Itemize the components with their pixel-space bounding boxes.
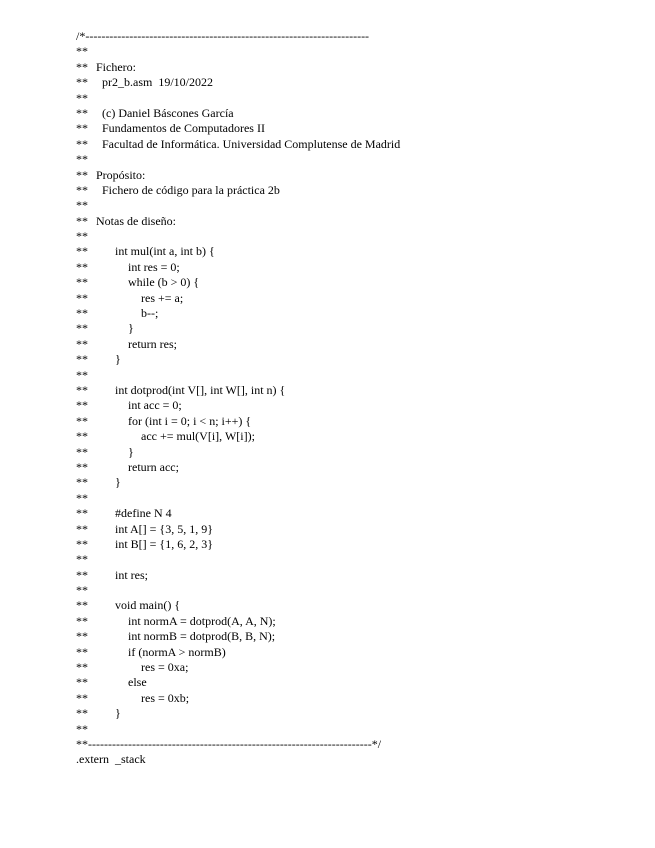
comment-marker: ** <box>76 382 88 397</box>
comment-line <box>76 198 636 213</box>
code-text: acc += mul(V[i], W[i]); <box>141 429 255 444</box>
code-text: void main() { <box>115 598 181 613</box>
comment-marker: ** <box>76 152 88 167</box>
code-text: b--; <box>141 306 159 321</box>
design-notes-label: Notas de diseño: <box>96 213 176 228</box>
code-text: #define N 4 <box>115 506 172 521</box>
code-text: return acc; <box>128 459 179 474</box>
code-text: } <box>128 444 134 459</box>
comment-marker: ** <box>76 613 88 628</box>
comment-marker: ** <box>76 413 88 428</box>
comment-marker: ** <box>76 136 88 151</box>
code-text: else <box>128 675 147 690</box>
comment-line <box>76 491 636 506</box>
code-line <box>76 629 636 644</box>
file-label: Fichero: <box>96 59 136 74</box>
code-line <box>76 291 636 306</box>
comment-line <box>76 121 636 136</box>
code-text: int res; <box>115 567 148 582</box>
comment-marker: ** <box>76 229 88 244</box>
comment-line <box>76 91 636 106</box>
comment-line <box>76 152 636 167</box>
copyright-text: (c) Daniel Báscones García <box>102 105 234 120</box>
comment-marker: ** <box>76 459 88 474</box>
comment-marker: ** <box>76 367 88 382</box>
comment-marker: ** <box>76 429 88 444</box>
comment-marker: ** <box>76 444 88 459</box>
comment-marker: ** <box>76 521 88 536</box>
code-line <box>76 568 636 583</box>
code-line <box>76 429 636 444</box>
code-text: int B[] = {1, 6, 2, 3} <box>115 536 213 551</box>
file-info: pr2_b.asm 19/10/2022 <box>102 75 213 90</box>
comment-marker: ** <box>76 644 88 659</box>
comment-marker: ** <box>76 675 88 690</box>
comment-line <box>76 229 636 244</box>
code-line <box>76 691 636 706</box>
header-rule: /*----------------------------------------------------------------------- <box>76 29 370 43</box>
code-line <box>76 306 636 321</box>
code-text: while (b > 0) { <box>128 275 200 290</box>
code-line <box>76 414 636 429</box>
comment-marker: ** <box>76 121 88 136</box>
code-text: res = 0xa; <box>141 660 189 675</box>
code-text: int mul(int a, int b) { <box>115 244 215 259</box>
code-text: int res = 0; <box>128 259 180 274</box>
code-line <box>76 475 636 490</box>
code-text: int normA = dotprod(A, A, N); <box>128 613 276 628</box>
code-line <box>76 321 636 336</box>
code-text: int normB = dotprod(B, B, N); <box>128 629 276 644</box>
comment-marker: ** <box>76 244 88 259</box>
comment-marker: ** <box>76 536 88 551</box>
comment-marker: ** <box>76 475 88 490</box>
code-line <box>76 460 636 475</box>
faculty-name: Facultad de Informática. Universidad Complutense de Madrid <box>102 136 401 151</box>
code-line <box>76 537 636 552</box>
code-text: } <box>115 706 121 721</box>
code-line <box>76 260 636 275</box>
code-line <box>76 675 636 690</box>
comment-marker: ** <box>76 721 88 736</box>
code-line <box>76 660 636 675</box>
comment-line <box>76 583 636 598</box>
code-line <box>76 398 636 413</box>
code-line <box>76 352 636 367</box>
comment-marker: ** <box>76 90 88 105</box>
comment-marker: ** <box>76 583 88 598</box>
comment-marker: ** <box>76 690 88 705</box>
comment-marker: ** <box>76 182 88 197</box>
comment-line <box>76 44 636 59</box>
comment-marker: ** <box>76 75 88 90</box>
comment-marker: ** <box>76 706 88 721</box>
code-line <box>76 275 636 290</box>
source-file-listing <box>76 29 636 768</box>
comment-marker: ** <box>76 490 88 505</box>
code-line <box>76 522 636 537</box>
code-line <box>76 244 636 259</box>
purpose-label: Propósito: <box>96 167 146 182</box>
code-text: int dotprod(int V[], int W[], int n) { <box>115 382 286 397</box>
comment-marker: ** <box>76 213 88 228</box>
code-line <box>76 706 636 721</box>
code-text: } <box>128 321 134 336</box>
comment-line <box>76 75 636 90</box>
comment-marker: ** <box>76 567 88 582</box>
comment-marker: ** <box>76 259 88 274</box>
footer-rule: **-----------------------------------------------------------------------*/ <box>76 736 382 751</box>
code-text: } <box>115 475 121 490</box>
code-text: int acc = 0; <box>128 398 182 413</box>
comment-marker: ** <box>76 275 88 290</box>
code-line <box>76 506 636 521</box>
comment-marker: ** <box>76 306 88 321</box>
course-name: Fundamentos de Computadores II <box>102 121 265 136</box>
comment-line <box>76 137 636 152</box>
comment-line <box>76 368 636 383</box>
comment-marker: ** <box>76 167 88 182</box>
code-text: for (int i = 0; i < n; i++) { <box>128 413 252 428</box>
comment-marker: ** <box>76 398 88 413</box>
comment-marker: ** <box>76 105 88 120</box>
header-rule-line <box>76 29 636 44</box>
comment-marker: ** <box>76 290 88 305</box>
code-text: int A[] = {3, 5, 1, 9} <box>115 521 213 536</box>
code-line <box>76 383 636 398</box>
comment-marker: ** <box>76 198 88 213</box>
extern-directive: .extern _stack <box>76 752 146 767</box>
comment-marker: ** <box>76 598 88 613</box>
comment-marker: ** <box>76 59 88 74</box>
comment-marker: ** <box>76 336 88 351</box>
code-line <box>76 445 636 460</box>
comment-marker: ** <box>76 506 88 521</box>
code-line <box>76 645 636 660</box>
code-text: } <box>115 352 121 367</box>
code-text: res += a; <box>141 290 184 305</box>
code-text: if (normA > normB) <box>128 644 226 659</box>
comment-marker: ** <box>76 321 88 336</box>
code-line <box>76 337 636 352</box>
comment-line <box>76 60 636 75</box>
comment-marker: ** <box>76 660 88 675</box>
purpose-text: Fichero de código para la práctica 2b <box>102 182 280 197</box>
comment-marker: ** <box>76 552 88 567</box>
comment-marker: ** <box>76 629 88 644</box>
code-text: res = 0xb; <box>141 690 190 705</box>
extern-line <box>76 752 636 767</box>
comment-marker: ** <box>76 352 88 367</box>
comment-line <box>76 183 636 198</box>
footer-rule-line <box>76 737 636 752</box>
code-text: return res; <box>128 336 177 351</box>
code-line <box>76 614 636 629</box>
comment-marker: ** <box>76 44 88 59</box>
code-line <box>76 598 636 613</box>
comment-line <box>76 106 636 121</box>
comment-line <box>76 552 636 567</box>
comment-line <box>76 214 636 229</box>
comment-line <box>76 722 636 737</box>
comment-line <box>76 168 636 183</box>
